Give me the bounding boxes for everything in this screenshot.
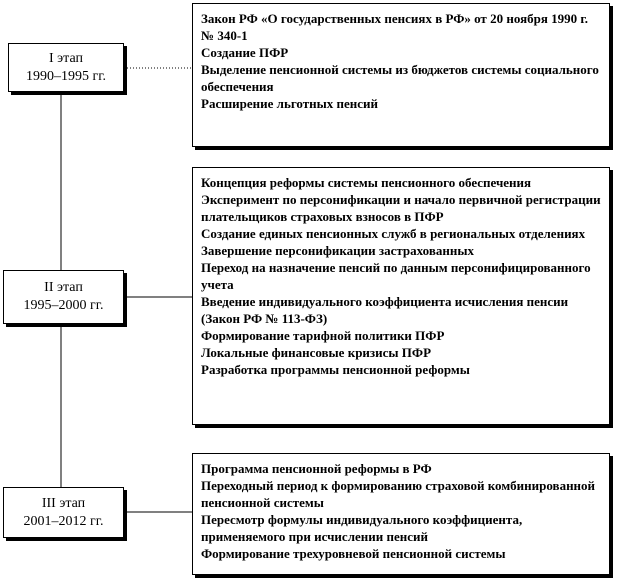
stage-1-item: № 340-1 (201, 28, 248, 43)
stage-3-details (192, 453, 610, 575)
stage-3-period: 2001–2012 гг. (23, 513, 104, 529)
stage-1-item: Выделение пенсионной системы из бюджетов системы социального обеспечения (201, 62, 599, 94)
stage-1-box (8, 43, 124, 92)
stage-3-item: Пересмотр формулы индивидуального коэффициента, применяемого при исчислении пенсий (201, 512, 523, 544)
stage-2-item: Завершение персонификации застрахованных (201, 243, 474, 258)
stage-3-name: III этап (41, 495, 86, 511)
stage-2-name: II этап (44, 280, 83, 295)
stage-3-item: Переходный период к формированию страховой комбинированной пенсионной системы (201, 478, 596, 510)
stage-2-item: Создание единых пенсионных служб в региональных отделениях (201, 226, 586, 241)
stage-2-details (192, 167, 610, 425)
stage-2-box (3, 270, 124, 324)
stage-2-item: Разработка программы пенсионной реформы (201, 362, 470, 377)
stage-2-item: Формирование тарифной политики ПФР (201, 328, 445, 343)
stage-2-item: Концепция реформы системы пенсионного обеспечения (201, 175, 532, 190)
stage-3-item: Программа пенсионной реформы в РФ (201, 461, 432, 476)
stage-1-item: Расширение льготных пенсий (201, 96, 379, 111)
stage-2-item: Локальные финансовые кризисы ПФР (201, 345, 432, 360)
stage-3-box (3, 487, 124, 538)
stage-2-item: Эксперимент по персонификации и начало первичной регистрации плательщиков страховых взносов в ПФР (201, 192, 601, 224)
stage-2-item: Переход на назначение пенсий по данным персонифицированного учета (201, 260, 591, 292)
stage-1-details (192, 3, 610, 147)
stage-2-item: Введение индивидуального коэффициента исчисления пенсии (Закон РФ № 113-ФЗ) (201, 294, 569, 326)
stage-1-item: Создание ПФР (201, 45, 289, 60)
stage-2-period: 1995–2000 гг. (23, 298, 104, 313)
stage-1-name: I этап (49, 50, 83, 66)
stage-3-item: Формирование трехуровневой пенсионной системы (201, 546, 506, 561)
stage-1-period: 1990–1995 гг. (26, 68, 106, 84)
stage-1-item: Закон РФ «О государственных пенсиях в РФ» от 20 ноября 1990 г. (201, 11, 589, 26)
